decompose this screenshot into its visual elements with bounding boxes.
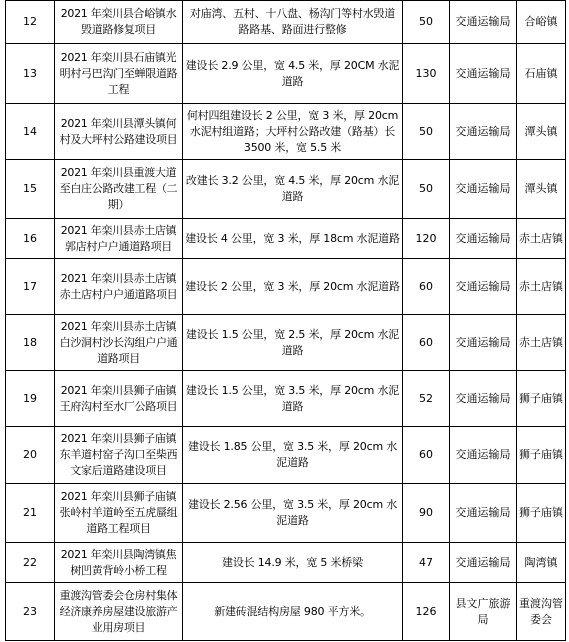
row-number: 18	[6, 315, 55, 371]
table-row	[6, 543, 566, 583]
construction-content: 建设长 1.85 公里，宽 3.5 米，厚 20cm 水泥道路	[183, 427, 403, 484]
project-name: 2021 年栾川县陶湾镇焦树凹黄背岭小桥工程	[55, 543, 183, 583]
construction-content: 建设长 2 公里，宽 3 米，厚 20cm 水泥道路	[183, 259, 403, 315]
project-name: 2021 年栾川县赤土店镇郭店村户户通道路项目	[55, 219, 183, 259]
project-name: 2021 年栾川县狮子庙镇东羊道村窑子沟口至柴西文家后道路建设项目	[55, 427, 183, 484]
investment-amount: 50	[403, 1, 450, 44]
row-number: 19	[6, 371, 55, 427]
project-name: 2021 年栾川县赤土店镇赤土店村户户通道路项目	[55, 259, 183, 315]
project-name: 2021 年栾川县赤土店镇白沙洞村沙长沟组户户通道路项目	[55, 315, 183, 371]
responsible-unit: 交通运输局	[450, 1, 517, 44]
responsible-unit: 县文广旅游局	[450, 583, 517, 641]
construction-content: 何村四组建设长 2 公里，宽 3 米，厚 20cm 水泥村组道路；大坪村公路改建（路基）长 3500 米，宽 5.5 米	[183, 104, 403, 160]
town-name: 石庙镇	[517, 44, 566, 104]
responsible-unit: 交通运输局	[450, 371, 517, 427]
investment-amount: 90	[403, 484, 450, 543]
investment-amount: 50	[403, 160, 450, 219]
responsible-unit: 交通运输局	[450, 543, 517, 583]
town-name: 潭头镇	[517, 160, 566, 219]
table-row	[6, 1, 566, 44]
row-number: 20	[6, 427, 55, 484]
town-name: 潭头镇	[517, 104, 566, 160]
row-number: 17	[6, 259, 55, 315]
construction-content: 建设长 1.5 公里，宽 3.5 米，厚 20cm 水泥道路	[183, 371, 403, 427]
town-name: 狮子庙镇	[517, 371, 566, 427]
project-name: 2021 年栾川县石庙镇光明村弓巴沟门至蝉限道路工程	[55, 44, 183, 104]
construction-content: 建设长 2.9 公里，宽 4.5 米，厚 20CM 水泥道路	[183, 44, 403, 104]
responsible-unit: 交通运输局	[450, 259, 517, 315]
town-name: 赤土店镇	[517, 219, 566, 259]
row-number: 22	[6, 543, 55, 583]
construction-content: 新建砖混结构房屋 980 平方米。	[183, 583, 403, 641]
investment-amount: 120	[403, 219, 450, 259]
town-name: 陶湾镇	[517, 543, 566, 583]
row-number: 12	[6, 1, 55, 44]
investment-amount: 60	[403, 315, 450, 371]
row-number: 16	[6, 219, 55, 259]
town-name: 狮子庙镇	[517, 484, 566, 543]
town-name: 重渡沟管委会	[517, 583, 566, 641]
table-row	[6, 219, 566, 259]
construction-content: 建设长 1.5 公里，宽 2.5 米，厚 20cm 水泥道路	[183, 315, 403, 371]
town-name: 狮子庙镇	[517, 427, 566, 484]
investment-amount: 52	[403, 371, 450, 427]
investment-amount: 130	[403, 44, 450, 104]
construction-content: 对庙湾、五村、十八盘、杨沟门等村水毁道路路基、路面进行整修	[183, 1, 403, 44]
construction-content: 改建长 3.2 公里，宽 4.5 米，厚 20cm 水泥道路	[183, 160, 403, 219]
table-row	[6, 315, 566, 371]
row-number: 14	[6, 104, 55, 160]
investment-amount: 60	[403, 259, 450, 315]
project-name: 重渡沟管委会仓房村集体经济康养房屋建设旅游产业用房项目	[55, 583, 183, 641]
responsible-unit: 交通运输局	[450, 44, 517, 104]
project-name: 2021 年栾川县合峪镇水毁道路修复项目	[55, 1, 183, 44]
row-number: 15	[6, 160, 55, 219]
investment-amount: 47	[403, 543, 450, 583]
row-number: 23	[6, 583, 55, 641]
table-row	[6, 44, 566, 104]
project-table	[5, 0, 566, 641]
table-row	[6, 427, 566, 484]
town-name: 合峪镇	[517, 1, 566, 44]
construction-content: 建设长 2.56 公里，宽 3.5 米，厚 20cm 水泥道路	[183, 484, 403, 543]
investment-amount: 60	[403, 427, 450, 484]
project-name: 2021 年栾川县狮子庙镇张岭村羊道岭至五虎蜃组道路工程项目	[55, 484, 183, 543]
town-name: 赤土店镇	[517, 259, 566, 315]
responsible-unit: 交通运输局	[450, 315, 517, 371]
row-number: 21	[6, 484, 55, 543]
investment-amount: 126	[403, 583, 450, 641]
table-row	[6, 583, 566, 641]
project-name: 2021 年栾川县重渡大道至白庄公路改建工程（二期）	[55, 160, 183, 219]
responsible-unit: 交通运输局	[450, 219, 517, 259]
project-name: 2021 年栾川县狮子庙镇王府沟村至水厂公路项目	[55, 371, 183, 427]
construction-content: 建设长 14.9 米，宽 5 米桥梁	[183, 543, 403, 583]
project-name: 2021 年栾川县潭头镇何村及大坪村公路建设项目	[55, 104, 183, 160]
table-row	[6, 104, 566, 160]
table-row	[6, 160, 566, 219]
responsible-unit: 交通运输局	[450, 104, 517, 160]
table-row	[6, 259, 566, 315]
town-name: 赤土店镇	[517, 315, 566, 371]
responsible-unit: 交通运输局	[450, 160, 517, 219]
row-number: 13	[6, 44, 55, 104]
responsible-unit: 交通运输局	[450, 427, 517, 484]
table-row	[6, 371, 566, 427]
table-row	[6, 484, 566, 543]
investment-amount: 50	[403, 104, 450, 160]
construction-content: 建设长 4 公里，宽 3 米，厚 18cm 水泥道路	[183, 219, 403, 259]
responsible-unit: 交通运输局	[450, 484, 517, 543]
